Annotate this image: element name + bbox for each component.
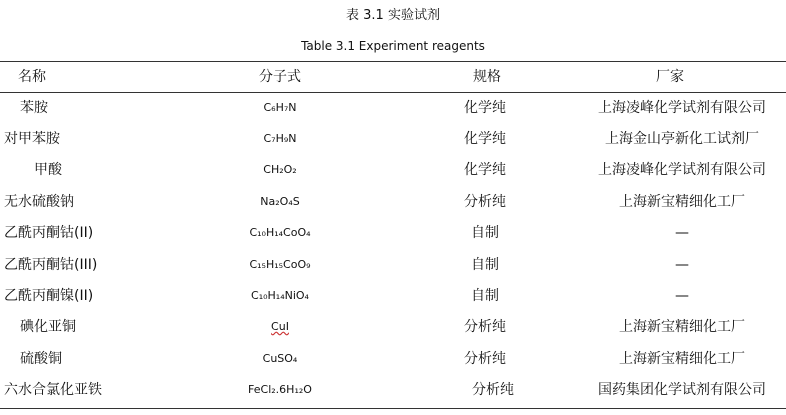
reagent-grade: 分析纯 (464, 194, 506, 210)
table-row (0, 316, 786, 338)
reagent-formula: CuI (271, 320, 289, 333)
reagent-formula: Na₂O₄S (260, 195, 300, 208)
reagent-name: 六水合氯化亚铁 (4, 382, 102, 398)
reagent-grade: 自制 (471, 288, 499, 304)
reagent-formula: C₇H₉N (263, 132, 297, 145)
reagent-formula: C₁₀H₁₄NiO₄ (251, 289, 309, 302)
reagent-manufacturer: 上海新宝精细化工厂 (619, 351, 745, 367)
reagent-manufacturer: — (675, 257, 689, 273)
reagent-manufacturer: — (675, 225, 689, 241)
reagent-grade: 分析纯 (464, 319, 506, 335)
reagent-manufacturer: — (675, 288, 689, 304)
header-grade: 规格 (473, 69, 501, 85)
reagent-manufacturer: 上海凌峰化学试剂有限公司 (598, 100, 766, 116)
header-formula: 分子式 (259, 69, 301, 85)
reagent-name: 硫酸铜 (20, 351, 62, 367)
table-row (0, 348, 786, 370)
table-row (0, 222, 786, 244)
reagent-formula: CuSO₄ (262, 352, 298, 365)
table-row (0, 97, 786, 119)
reagent-name: 乙酰丙酮钴(II) (4, 225, 94, 241)
reagent-manufacturer: 国药集团化学试剂有限公司 (598, 382, 766, 398)
table-header-row (0, 66, 786, 88)
reagent-name: 对甲苯胺 (4, 131, 60, 147)
reagent-formula: C₁₀H₁₄CoO₄ (249, 226, 311, 239)
table-caption-chinese: 表 3.1 实验试剂 (346, 8, 440, 23)
reagent-grade: 分析纯 (464, 351, 506, 367)
reagent-formula: C₆H₇N (263, 101, 297, 114)
header-name: 名称 (18, 69, 46, 85)
reagent-grade: 自制 (471, 257, 499, 273)
table-row (0, 285, 786, 307)
header-manufacturer: 厂家 (656, 69, 684, 85)
reagent-grade: 化学纯 (464, 162, 506, 178)
table-header-rule (0, 92, 786, 93)
reagent-name: 碘化亚铜 (20, 319, 76, 335)
table-top-rule (0, 61, 786, 62)
reagent-name: 甲酸 (34, 162, 62, 178)
table-row (0, 128, 786, 150)
reagent-name: 乙酰丙酮钴(III) (4, 257, 98, 273)
table-row (0, 159, 786, 181)
reagent-manufacturer: 上海新宝精细化工厂 (619, 194, 745, 210)
reagent-grade: 分析纯 (472, 382, 514, 398)
table-row (0, 191, 786, 213)
reagent-manufacturer: 上海金山亭新化工试剂厂 (605, 131, 759, 147)
reagent-grade: 自制 (471, 225, 499, 241)
table-row (0, 254, 786, 276)
table-bottom-rule (0, 408, 786, 409)
reagent-manufacturer: 上海凌峰化学试剂有限公司 (598, 162, 766, 178)
reagent-grade: 化学纯 (464, 100, 506, 116)
reagent-formula: CH₂O₂ (263, 163, 297, 176)
reagent-formula: FeCl₂.6H₁₂O (248, 383, 312, 396)
reagent-formula: C₁₅H₁₅CoO₉ (249, 258, 311, 271)
table-row (0, 379, 786, 401)
reagent-name: 乙酰丙酮镍(II) (4, 288, 94, 304)
table-caption-english: Table 3.1 Experiment reagents (301, 39, 485, 53)
reagent-name: 苯胺 (20, 100, 48, 116)
reagent-grade: 化学纯 (464, 131, 506, 147)
reagent-manufacturer: 上海新宝精细化工厂 (619, 319, 745, 335)
reagent-name: 无水硫酸钠 (4, 194, 74, 210)
